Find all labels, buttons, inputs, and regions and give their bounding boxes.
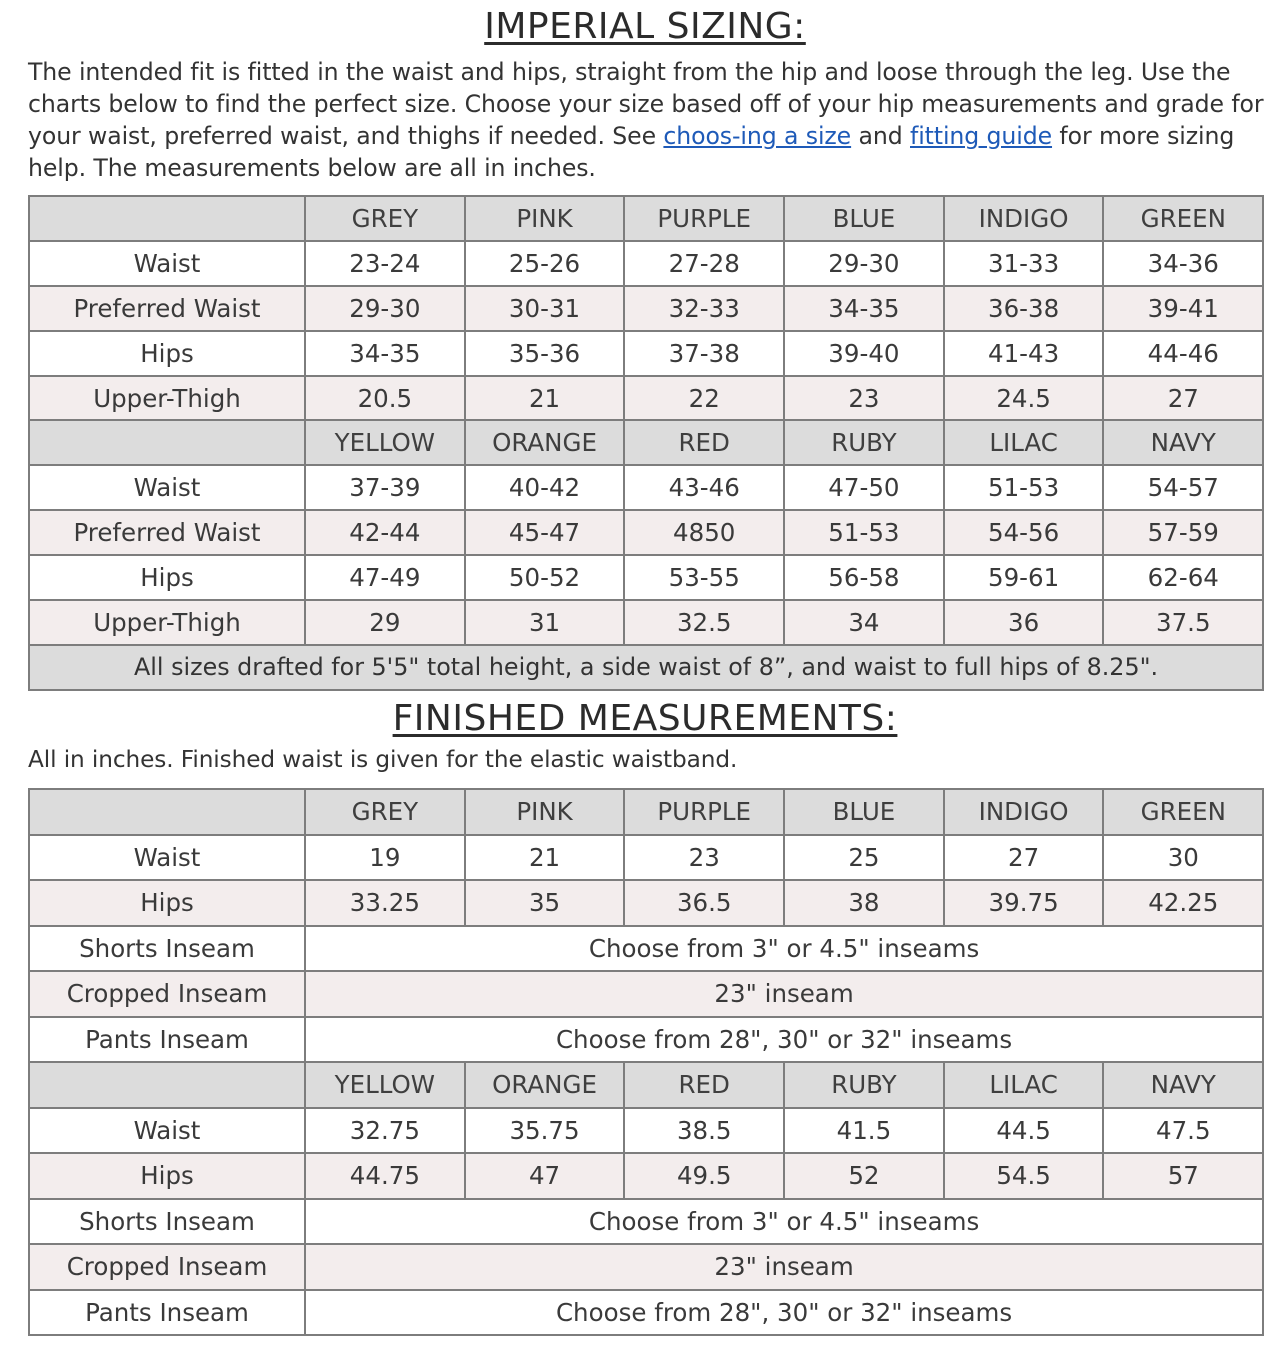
table-cell: 39.75 (944, 880, 1104, 926)
table-cell: 21 (465, 835, 625, 881)
table-row (29, 600, 1263, 645)
drafting-footnote: All sizes drafted for 5'5" total height, a side waist of 8”, and waist to full hips of 8.25". (29, 645, 1263, 690)
table-cell: 50-52 (465, 555, 625, 600)
table-cell: 23-24 (305, 241, 465, 286)
row-label: Cropped Inseam (29, 971, 305, 1017)
inseam-cell: 23" inseam (305, 1244, 1263, 1290)
table-cell: 34-36 (1103, 241, 1263, 286)
table-row (29, 1244, 1263, 1290)
imperial-intro-and: and (851, 122, 910, 150)
size-header-row (29, 1062, 1263, 1108)
finished-measurements-table (28, 788, 1264, 1336)
table-cell: 47 (465, 1153, 625, 1199)
imperial-intro-text: The intended fit is fitted in the waist and hips, straight from the hip and loose through the leg. Use the charts below to find the perfect size. Choose your size based off of your hip measurements and grade for your waist, preferred waist, and thighs if needed. See (28, 58, 1264, 150)
table-cell: 51-53 (784, 510, 944, 555)
table-cell: 34 (784, 600, 944, 645)
table-cell: 47-50 (784, 465, 944, 510)
size-header: LILAC (944, 420, 1104, 465)
table-cell: 37-38 (624, 331, 784, 376)
table-cell: 35.75 (465, 1108, 625, 1154)
table-row (29, 241, 1263, 286)
table-cell: 40-42 (465, 465, 625, 510)
table-cell: 32.75 (305, 1108, 465, 1154)
table-cell: 38 (784, 880, 944, 926)
table-cell: 27-28 (624, 241, 784, 286)
table-cell: 24.5 (944, 376, 1104, 421)
header-corner-cell (29, 420, 305, 465)
size-header: RUBY (784, 420, 944, 465)
row-label: Shorts Inseam (29, 926, 305, 972)
table-cell: 20.5 (305, 376, 465, 421)
table-row (29, 971, 1263, 1017)
size-header: RED (624, 420, 784, 465)
table-cell: 44.75 (305, 1153, 465, 1199)
table-cell: 42-44 (305, 510, 465, 555)
table-row (29, 1153, 1263, 1199)
finished-measurements-title: FINISHED MEASUREMENTS: (392, 698, 898, 739)
table-cell: 41.5 (784, 1108, 944, 1154)
table-cell: 39-40 (784, 331, 944, 376)
row-label: Hips (29, 555, 305, 600)
table-cell: 23 (784, 376, 944, 421)
row-label: Hips (29, 1153, 305, 1199)
table-cell: 35 (465, 880, 625, 926)
size-header: BLUE (784, 789, 944, 835)
table-row (29, 1199, 1263, 1245)
row-label: Preferred Waist (29, 510, 305, 555)
size-header: BLUE (784, 196, 944, 241)
row-label: Hips (29, 331, 305, 376)
row-label: Waist (29, 241, 305, 286)
inseam-cell: 23" inseam (305, 971, 1263, 1017)
size-header: LILAC (944, 1062, 1104, 1108)
table-cell: 45-47 (465, 510, 625, 555)
row-label: Pants Inseam (29, 1290, 305, 1336)
row-label: Pants Inseam (29, 1017, 305, 1063)
imperial-intro (28, 56, 1268, 184)
row-label: Upper-Thigh (29, 376, 305, 421)
fitting-guide-link[interactable]: fitting guide (910, 122, 1053, 150)
table-cell: 4850 (624, 510, 784, 555)
table-cell: 62-64 (1103, 555, 1263, 600)
table-cell: 44.5 (944, 1108, 1104, 1154)
size-header: ORANGE (465, 1062, 625, 1108)
size-header: GREY (305, 196, 465, 241)
table-row (29, 465, 1263, 510)
header-corner-cell (29, 1062, 305, 1108)
size-header: PURPLE (624, 196, 784, 241)
table-cell: 47-49 (305, 555, 465, 600)
row-label: Upper-Thigh (29, 600, 305, 645)
table-cell: 32-33 (624, 286, 784, 331)
table-cell: 59-61 (944, 555, 1104, 600)
table-cell: 25 (784, 835, 944, 881)
table-cell: 27 (944, 835, 1104, 881)
table-cell: 30-31 (465, 286, 625, 331)
table-cell: 22 (624, 376, 784, 421)
table-cell: 29-30 (784, 241, 944, 286)
table-row (29, 835, 1263, 881)
table-cell: 37.5 (1103, 600, 1263, 645)
table-cell: 19 (305, 835, 465, 881)
size-header: YELLOW (305, 420, 465, 465)
table-cell: 36 (944, 600, 1104, 645)
size-header: GREEN (1103, 789, 1263, 835)
table-row (29, 1290, 1263, 1336)
table-cell: 56-58 (784, 555, 944, 600)
row-label: Shorts Inseam (29, 1199, 305, 1245)
size-header: PINK (465, 196, 625, 241)
table-cell: 32.5 (624, 600, 784, 645)
table-cell: 39-41 (1103, 286, 1263, 331)
size-header: INDIGO (944, 789, 1104, 835)
table-row (29, 1017, 1263, 1063)
table-cell: 51-53 (944, 465, 1104, 510)
table-cell: 29 (305, 600, 465, 645)
inseam-cell: Choose from 28", 30" or 32" inseams (305, 1017, 1263, 1063)
table-cell: 38.5 (624, 1108, 784, 1154)
table-cell: 54-57 (1103, 465, 1263, 510)
table-cell: 36-38 (944, 286, 1104, 331)
table-cell: 23 (624, 835, 784, 881)
table-cell: 34-35 (784, 286, 944, 331)
row-label: Hips (29, 880, 305, 926)
table-cell: 37-39 (305, 465, 465, 510)
table-cell: 53-55 (624, 555, 784, 600)
header-corner-cell (29, 789, 305, 835)
table-cell: 33.25 (305, 880, 465, 926)
size-header-row (29, 420, 1263, 465)
table-row (29, 1108, 1263, 1154)
table-cell: 31-33 (944, 241, 1104, 286)
table-row (29, 880, 1263, 926)
table-cell: 57 (1103, 1153, 1263, 1199)
table-row (29, 510, 1263, 555)
size-header-row (29, 789, 1263, 835)
row-label: Cropped Inseam (29, 1244, 305, 1290)
finished-intro: All in inches. Finished waist is given for the elastic waistband. (28, 746, 738, 773)
table-cell: 54.5 (944, 1153, 1104, 1199)
table-cell: 54-56 (944, 510, 1104, 555)
table-cell: 49.5 (624, 1153, 784, 1199)
imperial-sizing-table (28, 195, 1264, 691)
table-cell: 30 (1103, 835, 1263, 881)
row-label: Waist (29, 1108, 305, 1154)
table-cell: 43-46 (624, 465, 784, 510)
table-row (29, 331, 1263, 376)
table-cell: 52 (784, 1153, 944, 1199)
size-header: PINK (465, 789, 625, 835)
size-header: INDIGO (944, 196, 1104, 241)
row-label: Waist (29, 835, 305, 881)
table-row (29, 926, 1263, 972)
table-cell: 27 (1103, 376, 1263, 421)
size-header: PURPLE (624, 789, 784, 835)
table-cell: 21 (465, 376, 625, 421)
table-cell: 35-36 (465, 331, 625, 376)
size-header: NAVY (1103, 1062, 1263, 1108)
table-cell: 25-26 (465, 241, 625, 286)
table-row (29, 376, 1263, 421)
size-header: YELLOW (305, 1062, 465, 1108)
inseam-cell: Choose from 3" or 4.5" inseams (305, 926, 1263, 972)
size-header: GREEN (1103, 196, 1263, 241)
table-cell: 47.5 (1103, 1108, 1263, 1154)
imperial-sizing-title: IMPERIAL SIZING: (484, 6, 806, 47)
table-cell: 29-30 (305, 286, 465, 331)
footnote-row (29, 645, 1263, 690)
table-row (29, 286, 1263, 331)
header-corner-cell (29, 196, 305, 241)
choosing-a-size-link[interactable]: choos-ing a size (663, 122, 852, 150)
size-header: RUBY (784, 1062, 944, 1108)
table-cell: 36.5 (624, 880, 784, 926)
size-header: NAVY (1103, 420, 1263, 465)
inseam-cell: Choose from 3" or 4.5" inseams (305, 1199, 1263, 1245)
table-cell: 34-35 (305, 331, 465, 376)
inseam-cell: Choose from 28", 30" or 32" inseams (305, 1290, 1263, 1336)
table-cell: 31 (465, 600, 625, 645)
size-header: RED (624, 1062, 784, 1108)
size-header-row (29, 196, 1263, 241)
row-label: Preferred Waist (29, 286, 305, 331)
table-cell: 41-43 (944, 331, 1104, 376)
size-header: ORANGE (465, 420, 625, 465)
table-cell: 44-46 (1103, 331, 1263, 376)
table-cell: 42.25 (1103, 880, 1263, 926)
row-label: Waist (29, 465, 305, 510)
imperial-intro-end: for more sizing help. The measurements below are all in inches. (28, 122, 1235, 182)
table-cell: 57-59 (1103, 510, 1263, 555)
table-row (29, 555, 1263, 600)
size-header: GREY (305, 789, 465, 835)
